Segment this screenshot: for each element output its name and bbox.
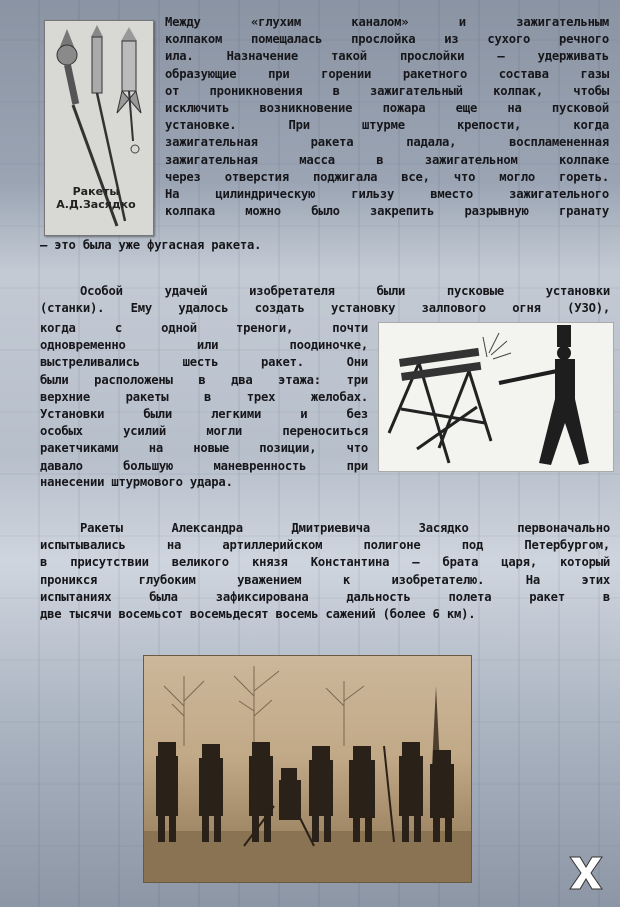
p1-line: На цилиндрическую гильзу вместо зажигательного [165, 187, 609, 202]
paragraph-2-top [40, 283, 610, 317]
p1-line: через отверстия поджигала все, что могло гореть. [165, 169, 609, 184]
p3-last-line: две тысячи восемьсот восемьдесят восемь сажений (более 6 км). [40, 607, 476, 622]
p3-line: проникся глубоким уважением к изобретателю. На этих [40, 572, 610, 587]
p2-line: ракетчиками на новые позиции, что [40, 441, 368, 456]
caption-line-2: А.Д.Засядко [56, 198, 136, 211]
p1-line: зажигательная масса в зажигательном колпаке [165, 152, 609, 167]
p2-line: одновременно или поодиночке, [40, 338, 368, 353]
p1-line: исключить возникновение пожара еще на пусковой [165, 101, 609, 116]
p1-line: установке. При штурме крепости, когда [165, 118, 609, 133]
p1-last-line: – это была уже фугасная ракета. [40, 238, 262, 252]
p2-line: когда с одной треноги, почти [40, 321, 368, 335]
p2-last-line: нанесении штурмового удара. [40, 475, 233, 489]
paragraph-2-column [40, 320, 368, 475]
paragraph-3 [40, 520, 610, 623]
p2-line: Установки были легкими и без [40, 407, 368, 422]
photo-drawing [144, 656, 471, 882]
p1-line: колпака можно было закрепить разрывную гранату [165, 204, 609, 219]
paragraph-1-end [40, 237, 610, 254]
p3-line: испытывались на артиллерийском полигоне под Петербургом, [40, 538, 610, 553]
p2-line: (станки). Ему удалось создать установку залпового огня (УЗО), [40, 301, 610, 316]
p1-line: Между «глухим каналом» и зажигательным [165, 15, 609, 29]
site-logo-icon [566, 853, 606, 893]
launcher-drawing [379, 323, 613, 471]
p2-line: давало большую маневренность при [40, 458, 368, 473]
p3-line: Ракеты Александра Дмитриевича Засядко первоначально [80, 521, 610, 535]
p1-line: колпаком помещалась прослойка из сухого речного [165, 32, 609, 47]
rockets-illustration [44, 20, 154, 236]
p2-line: особых усилий могли переноситься [40, 424, 368, 439]
p1-line: от проникновения в зажигательный колпак, чтобы [165, 83, 609, 98]
p1-line: зажигательная ракета падала, воспламененная [165, 135, 609, 150]
p2-line: Особой удачей изобретателя были пусковые установки [80, 284, 610, 298]
p1-line: ила. Назначение такой прослойки – удерживать [165, 49, 609, 64]
caption-line-1: Ракеты [72, 185, 120, 198]
x-logo-icon [566, 853, 606, 893]
p3-line: испытаниях была зафиксирована дальность полета ракет в [40, 589, 610, 604]
rockets-caption [53, 185, 139, 211]
p3-line: в присутствии великого князя Константина – брата царя, который [40, 555, 610, 570]
p1-line: образующие при горении ракетного состава газы [165, 66, 609, 81]
p2-line: выстреливались шесть ракет. Они [40, 355, 368, 370]
p2-line: верхние ракеты в трех желобах. [40, 389, 368, 404]
p2-line: были расположены в два этажа: три [40, 372, 368, 387]
historic-soldiers-photo [143, 655, 472, 883]
rocket-launcher-illustration [378, 322, 614, 472]
paragraph-1 [165, 14, 609, 220]
paragraph-2-end [40, 474, 368, 491]
